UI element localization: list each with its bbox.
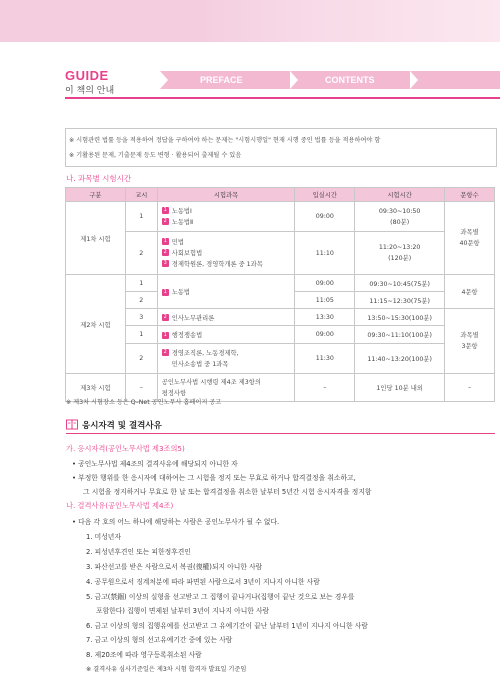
list-item: • 부정한 행위를 한 응시자에 대하여는 그 시험을 정지 또는 무효로 하거나 합격결정을 취소하고,	[72, 474, 356, 482]
note-1: ※ 시험관련 법률 등을 적용하여 정답을 구하여야 하는 문제는 "시험시행일" 현재 시행 중인 법률 등을 적용하여야 함	[69, 137, 381, 144]
exam-time-cell: 09:30~10:50 (80분)	[355, 202, 445, 232]
exam-time-cell: 09:30~10:45(75분)	[355, 275, 445, 292]
subject-cell: 2 인사노무관리론	[157, 309, 295, 326]
subject-cell: 2 경영조직론, 노동경제학, 민사소송법 중 1과목	[157, 344, 295, 374]
table-row	[66, 275, 495, 292]
subsection-title: 나. 결격사유(공인노무사법 제4조)	[66, 501, 174, 510]
entry-time-cell: 11:05	[295, 292, 355, 309]
entry-time-cell: 09:00	[295, 275, 355, 292]
col-header: 시험시간	[355, 188, 445, 202]
notes-box	[65, 128, 497, 167]
tab-divider	[410, 71, 418, 89]
subject-cell: 1 행정쟁송법	[157, 326, 295, 344]
exam-label: 제3차 시험	[66, 374, 126, 402]
number-badge: 2	[163, 314, 167, 320]
col-header: 구분	[66, 188, 126, 202]
table-row	[66, 202, 495, 232]
list-note: ※ 결격사유 심사기준일은 제3차 시험 합격자 발표일 기준임	[86, 666, 247, 673]
tab-preface[interactable]: PREFACE	[200, 75, 243, 85]
list-item: 4. 공무원으로서 징계처분에 따라 파면된 사람으로서 3년이 지나지 아니한 사람	[86, 578, 320, 586]
subject-cell: 1 노동법	[157, 275, 295, 309]
subsection-title: 가. 응시자격(공인노무사법 제3조의5)	[66, 444, 185, 453]
section-rule	[66, 433, 495, 434]
number-badge: 1	[163, 331, 167, 338]
subject-cell: 1 민법 2 사회보험법 3 경제학원론, 경영학개론 중 1과목	[157, 232, 295, 275]
list-item: 6. 금고 이상의 형의 집행유예를 선고받고 그 유예기간이 끝난 날부터 1년이 지나지 아니한 사람	[86, 622, 368, 630]
list-item: 3. 파산선고를 받은 사람으로서 복권(復權)되지 아니한 사람	[86, 563, 263, 571]
entry-time-cell: 13:30	[295, 309, 355, 326]
period-cell: 2	[125, 232, 157, 275]
list-item: 2. 피성년후견인 또는 피한정후견인	[86, 548, 191, 556]
entry-time-cell: 11:30	[295, 344, 355, 374]
tab-contents[interactable]: CONTENTS	[325, 75, 375, 85]
tab-divider	[160, 71, 168, 89]
number-badge: 2	[163, 249, 167, 255]
entry-time-cell: –	[295, 374, 355, 402]
entry-time-cell: 09:00	[295, 326, 355, 344]
col-header: 입실시간	[295, 188, 355, 202]
number-badge: 3	[163, 260, 167, 266]
section-title: 응시자격 및 결격사유	[82, 421, 162, 431]
table-row	[66, 309, 495, 326]
guide-title: GUIDE	[65, 68, 109, 83]
number-badge: 2	[163, 218, 167, 224]
period-cell: 3	[125, 309, 157, 326]
schedule-title: 나. 과목별 시험시간	[66, 174, 132, 183]
note-2: ※ 기활용된 문제, 기출문제 등도 변형 · 활용되어 출제될 수 있음	[69, 152, 242, 159]
list-item: 8. 제20조에 따라 영구등록취소된 사람	[86, 651, 202, 659]
exam-time-cell: 13:50~15:30(100분)	[355, 309, 445, 326]
count-cell: 4문항	[445, 275, 495, 309]
count-cell: –	[445, 374, 495, 402]
top-band	[0, 0, 500, 42]
subject-cell: 공인노무사법 시행령 제4조 제3항의 평정사항	[157, 374, 295, 402]
entry-time-cell: 09:00	[295, 202, 355, 232]
entry-time-cell: 11:10	[295, 232, 355, 275]
col-header: 시험과목	[157, 188, 295, 202]
list-item: • 다음 각 호의 어느 하나에 해당하는 사람은 공인노무사가 될 수 없다.	[72, 518, 280, 526]
exam-label: 제2차 시험	[66, 275, 126, 374]
number-badge: 1	[163, 288, 167, 295]
list-item: 1. 미성년자	[86, 533, 121, 541]
table-row	[66, 326, 495, 344]
book-icon	[66, 419, 78, 430]
exam-time-cell: 09:30~11:10(100분)	[355, 326, 445, 344]
count-cell: 과목별 40문항	[445, 202, 495, 275]
exam-time-cell: 11:20~13:20 (120분)	[355, 232, 445, 275]
list-item: 7. 금고 이상의 형의 선고유예기간 중에 있는 사람	[86, 636, 233, 644]
exam-label: 제1차 시험	[66, 202, 126, 275]
schedule-table	[65, 187, 495, 402]
table-row	[66, 344, 495, 374]
subject-cell: 1 노동법Ⅰ 2 노동법Ⅱ	[157, 202, 295, 232]
exam-time-cell: 1인당 10분 내외	[355, 374, 445, 402]
number-badge: 1	[163, 207, 167, 213]
list-item: 5. 금고(禁錮) 이상의 실형을 선고받고 그 집행이 끝나거나(집행이 끝난 것으로 보는 경우를	[86, 593, 355, 601]
period-cell: –	[125, 374, 157, 402]
table-row	[66, 232, 495, 275]
count-cell: 과목별 3문항	[445, 309, 495, 374]
period-cell: 2	[125, 344, 157, 374]
guide-subtitle: 이 책의 안내	[65, 86, 115, 96]
col-header: 교시	[125, 188, 157, 202]
col-header: 문항수	[445, 188, 495, 202]
list-item: 포함한다) 집행이 면제된 날부터 3년이 지나지 아니한 사람	[96, 607, 270, 615]
table-footnote: ※ 제3차 시험장소 등은 Q–Net 공인노무사 홈페이지 공고	[66, 399, 222, 406]
table-header-row	[66, 188, 495, 202]
period-cell: 1	[125, 202, 157, 232]
exam-time-cell: 11:15~12:30(75분)	[355, 292, 445, 309]
period-cell: 2	[125, 292, 157, 309]
header-rule	[65, 97, 500, 99]
period-cell: 1	[125, 326, 157, 344]
top-band-gradient	[200, 0, 500, 42]
list-item: 그 시험을 정지하거나 무효로 한 날 또는 합격결정을 취소한 날부터 5년간 시험 응시자격을 정지함	[83, 488, 372, 496]
number-badge: 1	[163, 238, 167, 244]
number-badge: 2	[163, 349, 167, 355]
period-cell: 1	[125, 275, 157, 292]
exam-time-cell: 11:40~13:20(100분)	[355, 344, 445, 374]
list-item: • 공인노무사법 제4조의 결격사유에 해당되지 아니한 자	[72, 460, 238, 468]
tab-divider	[290, 71, 298, 89]
